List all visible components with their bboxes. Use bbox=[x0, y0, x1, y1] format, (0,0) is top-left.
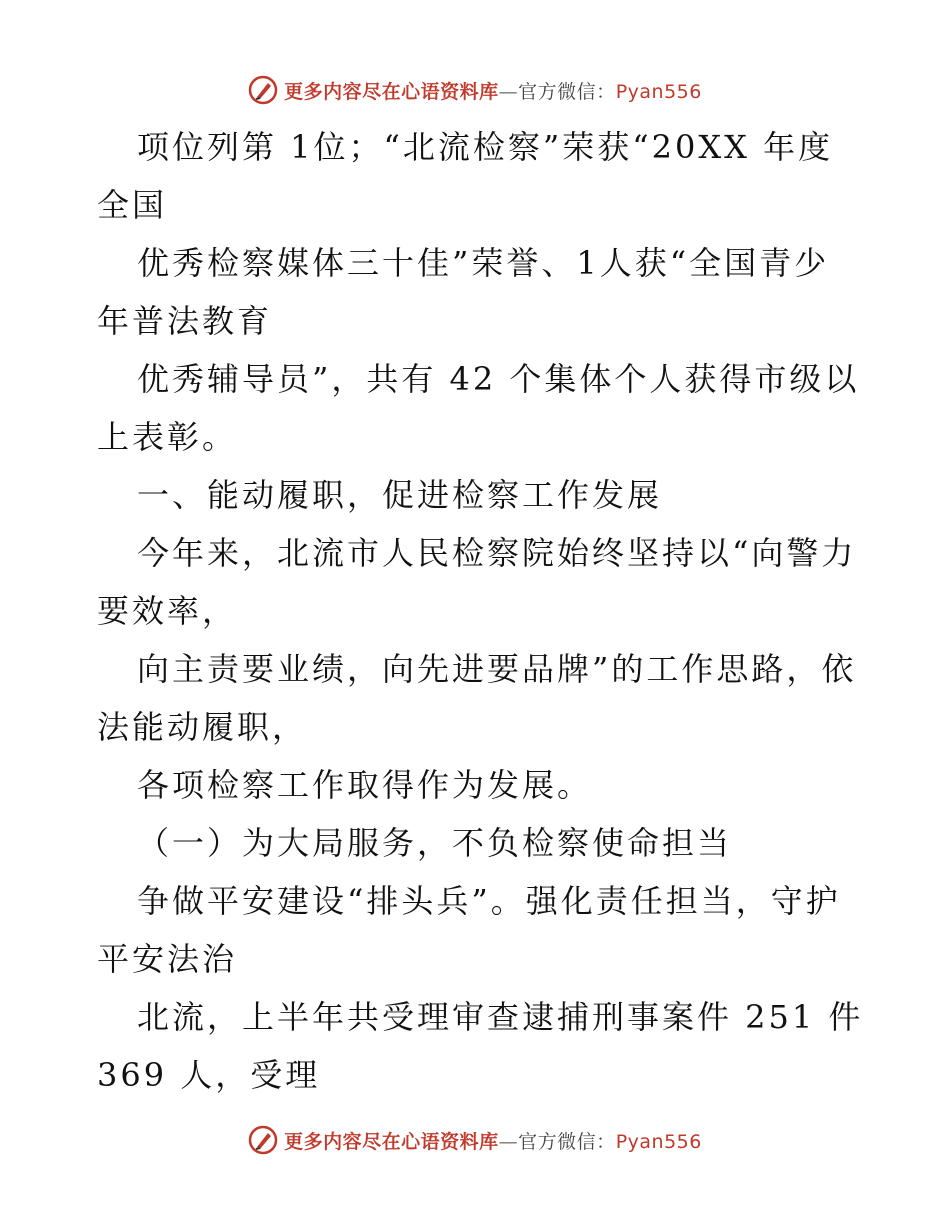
text-line: 平安法治 bbox=[97, 940, 238, 978]
text-line: 优秀检察媒体三十佳”荣誉、1人获“全国青少 bbox=[137, 244, 830, 282]
watermark-text bbox=[284, 1127, 702, 1154]
watermark-banner-top bbox=[0, 70, 950, 110]
text-line: 年普法教育 bbox=[97, 302, 273, 340]
watermark-dash: — bbox=[498, 1130, 519, 1153]
watermark-brand: 更多内容尽在心语资料库 bbox=[284, 1130, 499, 1153]
text-line: 要效率， bbox=[97, 592, 238, 630]
text-line: 上表彰。 bbox=[97, 418, 238, 456]
watermark-brand: 更多内容尽在心语资料库 bbox=[284, 80, 499, 103]
text-line: 争做平安建设“排头兵”。强化责任担当，守护 bbox=[137, 882, 841, 920]
subsection-heading: （一）为大局服务，不负检察使命担当 bbox=[137, 824, 733, 862]
document-body bbox=[97, 118, 864, 1104]
quill-pen-icon bbox=[248, 1125, 278, 1155]
text-line: 今年来，北流市人民检察院始终坚持以“向警力 bbox=[137, 534, 857, 572]
text-line: 北流，上半年共受理审查逮捕刑事案件 251 件 bbox=[137, 998, 864, 1036]
text-line: 各项检察工作取得作为发展。 bbox=[137, 766, 593, 804]
watermark-text bbox=[284, 77, 702, 104]
watermark-banner-bottom bbox=[0, 1120, 950, 1160]
watermark-wechat-id: Pyan556 bbox=[615, 80, 702, 103]
text-line: 项位列第 1位；“北流检察”荣获“20XX 年度 bbox=[137, 128, 834, 166]
watermark-dash: — bbox=[498, 80, 519, 103]
section-heading: 一、能动履职，促进检察工作发展 bbox=[137, 476, 663, 514]
watermark-wechat-id: Pyan556 bbox=[615, 1130, 702, 1153]
text-line: 优秀辅导员”，共有 42 个集体个人获得市级以 bbox=[137, 360, 860, 398]
watermark-wechat-label: 官方微信： bbox=[518, 1130, 616, 1153]
text-line: 向主责要业绩，向先进要品牌”的工作思路，依 bbox=[137, 650, 857, 688]
text-line: 369 人，受理 bbox=[97, 1056, 321, 1094]
quill-pen-icon bbox=[248, 75, 278, 105]
watermark-wechat-label: 官方微信： bbox=[518, 80, 616, 103]
text-line: 法能动履职， bbox=[97, 708, 308, 746]
text-line: 全国 bbox=[97, 186, 168, 224]
